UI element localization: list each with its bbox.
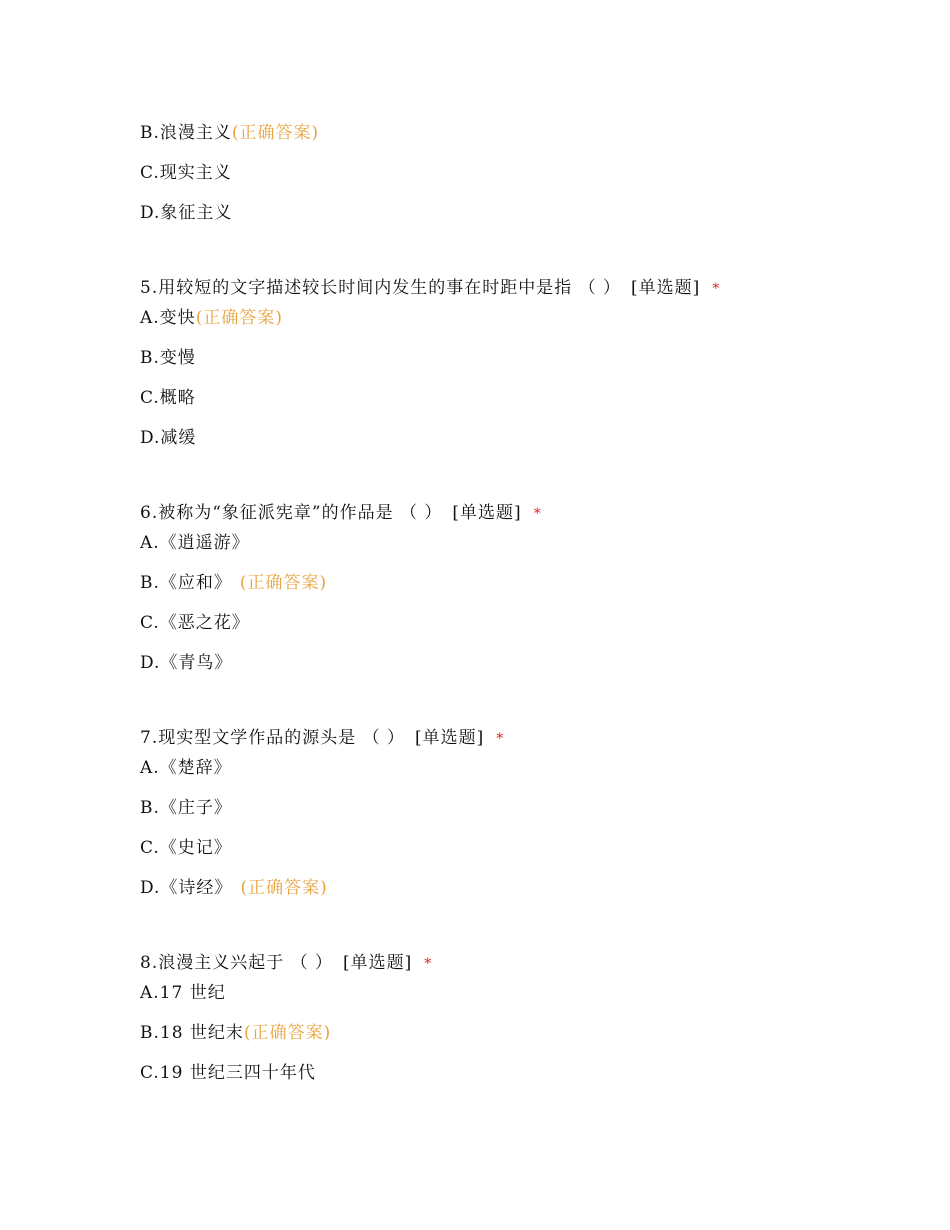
option-text: D.《青鸟》: [140, 653, 233, 673]
option-7d[interactable]: [140, 876, 328, 900]
option-text: C.现实主义: [140, 163, 232, 183]
option-5c[interactable]: [140, 386, 196, 410]
option-text: B.18 世纪末: [140, 1023, 244, 1043]
correct-answer-label: (正确答案): [243, 1023, 332, 1043]
option-5b[interactable]: [140, 346, 196, 370]
question-type: [单选题]: [415, 728, 485, 748]
option-text: C.概略: [140, 388, 196, 408]
correct-answer-label: (正确答案): [195, 308, 283, 328]
question-text: 5.用较短的文字描述较长时间内发生的事在时距中是指 （ ）: [140, 278, 622, 298]
question-text: 8.浪漫主义兴起于 （ ）: [140, 953, 334, 973]
option-5d[interactable]: [140, 426, 196, 450]
option-text: B.浪漫主义: [140, 123, 232, 143]
option-6d[interactable]: [140, 651, 232, 675]
option-7a[interactable]: [140, 756, 232, 780]
option-prev-d[interactable]: [140, 201, 232, 225]
option-text: C.19 世纪三四十年代: [140, 1063, 316, 1083]
option-text: C.《史记》: [140, 838, 232, 858]
option-text: D.减缓: [140, 428, 197, 448]
option-5a[interactable]: [140, 306, 283, 330]
question-title-7: [140, 726, 504, 750]
option-8b[interactable]: [140, 1021, 331, 1045]
question-title-8: [140, 951, 432, 975]
option-8a[interactable]: [140, 981, 226, 1005]
option-text: A.变快: [140, 308, 196, 328]
option-text: B.《应和》: [140, 573, 232, 593]
required-marker: *: [533, 506, 542, 522]
question-text: 6.被称为“象征派宪章”的作品是 （ ）: [140, 503, 443, 523]
option-prev-c[interactable]: [140, 161, 232, 185]
option-8c[interactable]: [140, 1061, 316, 1085]
required-marker: *: [712, 281, 721, 297]
option-text: A.《逍遥游》: [140, 533, 250, 553]
option-text: B.《庄子》: [140, 798, 232, 818]
required-marker: *: [424, 956, 433, 972]
correct-answer-label: (正确答案): [239, 573, 328, 593]
option-text: D.《诗经》: [140, 878, 233, 898]
option-text: C.《恶之花》: [140, 613, 250, 633]
option-text: D.象征主义: [140, 203, 233, 223]
question-title-5: [140, 276, 720, 300]
correct-answer-label: (正确答案): [240, 878, 328, 898]
option-text: B.变慢: [140, 348, 196, 368]
option-7c[interactable]: [140, 836, 232, 860]
question-type: [单选题]: [452, 503, 522, 523]
option-6a[interactable]: [140, 531, 250, 555]
option-text: A.《楚辞》: [140, 758, 232, 778]
option-6b[interactable]: [140, 571, 327, 595]
option-text: A.17 世纪: [140, 983, 226, 1003]
question-type: [单选题]: [631, 278, 701, 298]
option-prev-b[interactable]: [140, 121, 319, 145]
correct-answer-label: (正确答案): [231, 123, 320, 143]
question-type: [单选题]: [343, 953, 413, 973]
question-text: 7.现实型文学作品的源头是 （ ）: [140, 728, 406, 748]
option-7b[interactable]: [140, 796, 232, 820]
question-title-6: [140, 501, 542, 525]
required-marker: *: [496, 731, 505, 747]
option-6c[interactable]: [140, 611, 250, 635]
